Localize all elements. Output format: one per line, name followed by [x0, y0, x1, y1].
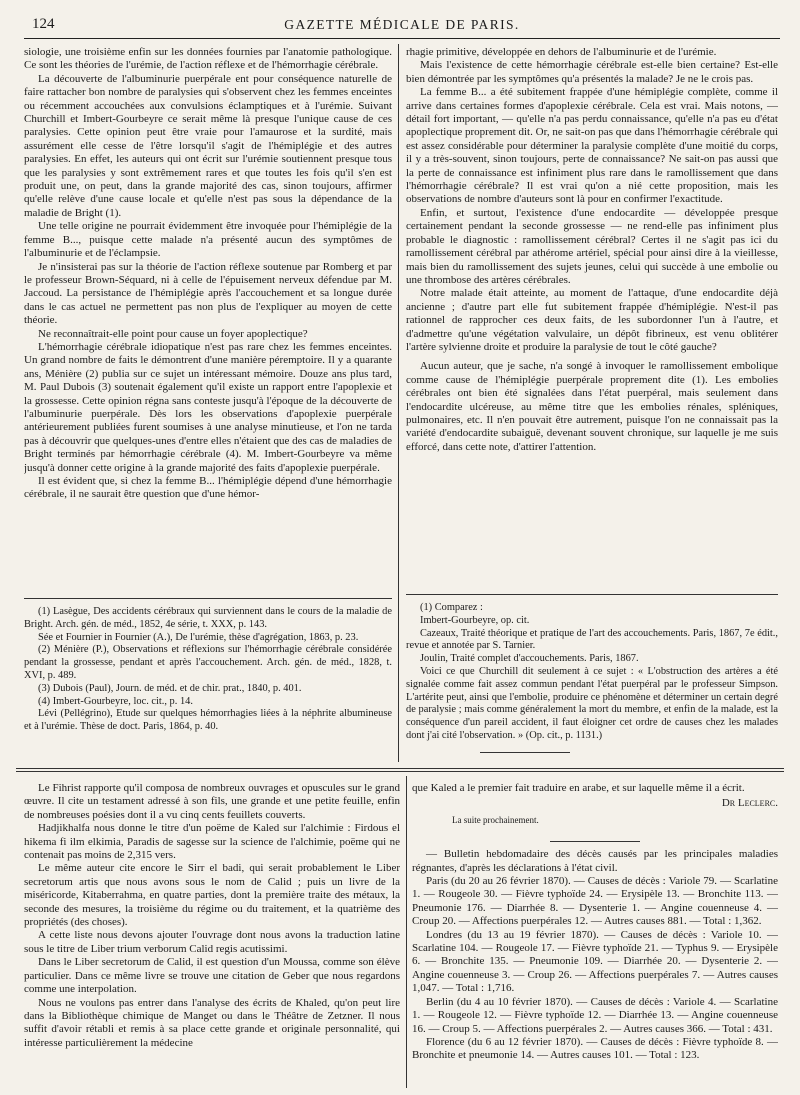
paragraph: Le même auteur cite encore le Sirr el badi, qui serait probablement le Liber secretorum artis que nous avons sous le nom de Calid ; puis un livre de la miséricorde, Kitaberrahma, en quatre parties, dont la première traite des métaux, la seconde des mesures, la troisième du régime ou du traitement, et la quatrième des propriétés (des choses).: [24, 862, 400, 929]
paragraph: rhagie primitive, développée en dehors de l'albuminurie et de l'urémie.: [406, 46, 717, 58]
paragraph: Il est évident que, si chez la femme B... l'hémiplégie dépend d'une hémorrhagie cérébrale, il ne saurait être question que d'une hémor-: [24, 475, 392, 501]
bulletin-entry: Florence (du 6 au 12 février 1870). — Causes de décès : Fièvre typhoïde 8. — Bronchite et pneumonie 14. — Autres causes 101. — Total : 123.: [412, 1035, 778, 1062]
feuilleton-column-right: [412, 782, 778, 1087]
paragraph: Hadjikhalfa nous donne le titre d'un poëme de Kaled sur l'alchimie : Firdous el hikema fi ilm elkimia, Paradis de sagesse sur la science de l'alchimie, poëme qui ne contenait pas moins de 2,315 vers.: [24, 822, 400, 862]
page-header: [24, 14, 780, 39]
footnote: (2) Ménière (P.), Observations et réflexions sur l'hémorrhagie cérébrale considérée pendant la grossesse, pendant et après l'accouchement. Arch. gén. de méd., 1828, t. XVI, p. 489.: [24, 644, 392, 681]
footnote: Cazeaux, Traité théorique et pratique de l'art des accouchements. Paris, 1867, 7e édit., revue et annotée par S. Tarnier.: [406, 627, 778, 652]
paragraph: Ne reconnaîtrait-elle point pour cause un foyer apoplectique?: [38, 327, 308, 340]
section-rule: [550, 841, 640, 842]
footnote: Imbert-Gourbeyre, op. cit.: [420, 614, 530, 626]
paragraph: Enfin, et surtout, l'existence d'une endocardite — développée presque certainement pendant la seconde grossesse — ne rend-elle pas infiniment plus probable le diagnostic : ramollissement cérébral? Certes il ne s'agit pas ici du ramollissement cérébral par athérome artériel, spécial pour ainsi dire à la vieillesse, mais bien du ramollissement des sujets jeunes, celui qui succède à une embolie ou une thrombose des artères cérébrales.: [406, 206, 778, 286]
bulletin-heading: — Bulletin hebdomadaire des décès causés par les principales maladies régnantes, d'après les déclarations à l'état civil.: [412, 848, 778, 874]
feuilleton-rule: [16, 768, 784, 769]
paragraph: Mais l'existence de cette hémorrhagie cérébrale est-elle bien certaine? Est-elle bien démontrée par les symptômes qu'a présentés la malade? Je ne le crois pas.: [406, 59, 778, 85]
paragraph: Aucun auteur, que je sache, n'a songé à invoquer le ramollissement embolique comme cause de l'hémiplégie puerpérale proprement dite (1). Les embolies cérébrales ont bien été signalées dans l'état puerpéral, mais seulement dans l'endocardite ulcéreuse, au même titre que les embolies rénales, spléniques, pulmonaires, etc. Il n'en pouvait être autrement, puisque l'on ne connaissait pas la variété d'endocardite subaiguë, devenant souvent chronique, sur laquelle je me suis efforcé, dans cette note, d'attirer l'attention.: [406, 360, 778, 453]
footnote: (1) Lasègue, Des accidents cérébraux qui surviennent dans le cours de la maladie de Bright. Arch. gén. de méd., 1852, 4e série, t. XXX, p. 143.: [24, 606, 392, 630]
footnote: Lévi (Pellégrino), Etude sur quelques hémorrhagies liées à la néphrite albumineuse et à l'urémie. Thèse de doct. Paris, 1864, p. 40.: [24, 708, 392, 733]
footnotes-right: [406, 602, 778, 752]
paragraph: Notre malade était atteinte, au moment de l'attaque, d'une endocardite déjà ancienne ; d'autre part elle fut subitement frappée d'hémiplégie. N'est-il pas rationnel de rapprocher ces deux faits, de les subordonner l'un à l'autre, et d'admettre qu'une végétation valvulaire, un dépôt fibrineux, est venu oblitérer l'artère sylvienne droite et produire la paralysie de tout le côté gauche?: [406, 287, 778, 353]
feuilleton-column-left: [24, 782, 400, 1087]
end-of-article-rule: [480, 752, 570, 753]
footnote: (3) Dubois (Paul), Journ. de méd. et de chir. prat., 1840, p. 401.: [38, 682, 302, 694]
paragraph: Nous ne voulons pas entrer dans l'analyse des écrits de Khaled, qu'on peut lire dans la Bibliothèque chimique de Manget ou dans le Théâtre de Zetzner. Il nous suffit d'avoir rétabli et remis à sa place cette grande et originale personnalité, qui intéresse particulièrement la médecine: [24, 996, 400, 1049]
footnote: Voici ce que Churchill dit seulement à ce sujet : « L'obstruction des artères a été signalée comme fait assez commun pendant l'état puerpéral par le professeur Simpson. L'artérite peut, ainsi que l'embolie, produire ce phénomène et déterminer un certain degré de paralysie ; mais comme généralement la mort du membre, et enfin de la malade, est la conséquence d'un pareil accident, il faut éloigner cet ordre de causes chez les malades dont j'ai cité l'observation. » (Op. cit., p. 1131.): [406, 665, 778, 741]
footnote: (1) Comparez :: [420, 602, 483, 613]
paragraph: Le Fihrist rapporte qu'il composa de nombreux ouvrages et opuscules sur le grand œuvre. Il cite un testament adressé à son fils, une grande et une petite feuille, enfin de nombreuses poésies dont il a vu cinq cents feuillets couverts.: [24, 782, 400, 821]
paragraph: L'hémorrhagie cérébrale idiopatique n'est pas rare chez les femmes enceintes. Un grand nombre de faits le démontrent d'une manière péremptoire. Il y a quarante ans, Ménière (2) publia sur ce sujet un intéressant mémoire. Douze ans plus tard, M. Paul Dubois (3) soutenait également qu'il existe un rapport entre l'apoplexie et la grossesse. Cette opinion régna sans conteste jusqu'à l'époque de la découverte de l'albuminurie puerpérale. Dès lors les observations d'apoplexie puerpérale antérieurement publiées furent soumises à une analyse minutieuse, et l'on ne tarda pas à découvrir que quelques-unes d'entre elles n'étaient que des cas de maladies de Bright terminés par hémorrhagie cérébrale (4). M. Imbert-Gourbeyre va même jusqu'à donner cette origine à la grande majorité des faits d'apoplexie puerpérale.: [24, 340, 392, 474]
paragraph: A cette liste nous devons ajouter l'ouvrage dont nous avons la traduction latine sous le titre de Liber trium verborum Calid regis acutissimi.: [24, 929, 400, 955]
paragraph: siologie, une troisième enfin sur les données fournies par l'anatomie pathologique. Ce sont les théories de l'urémie, de l'action réflexe et de l'hémorrhagie cérébrale.: [24, 46, 392, 72]
journal-title: GAZETTE MÉDICALE DE PARIS.: [284, 17, 520, 32]
article-column-right: [406, 46, 778, 586]
footnote-rule-right: [406, 594, 778, 595]
bulletin-entry: Londres (du 13 au 19 février 1870). — Causes de décès : Variole 10. — Scarlatine 104. — Rougeole 17. — Fièvre typhoïde 21. — Typhus 9. — Erysipèle 6. — Bronchite 135. — Pneumonie 109. — Diarrhée 20. — Dysenterie 2. — Angine couenneuse 3. — Croup 26. — Affections puerpérales 7. — Autres causes 1,047. — Total : 1,716.: [412, 928, 778, 995]
paragraph: Dans le Liber secretorum de Calid, il est question d'un Moussa, comme son élève particulier. Dans ce même livre se trouve une citation de Geber que nous regardons comme une interpolation.: [24, 956, 400, 996]
paragraph: Je n'insisterai pas sur la théorie de l'action réflexe soutenue par Romberg et par le professeur Brown-Séquard, ni à celle de l'épuisement nerveux défendue par M. Jaccoud. La persistance de l'hémiplégie après l'accouchement et sa longue durée dans le cas actuel ne permettent pas non plus de l'expliquer au moyen de cette théorie.: [24, 260, 392, 327]
column-divider: [398, 44, 399, 762]
footnote-rule-left: [24, 598, 392, 599]
footnotes-left: [24, 606, 392, 764]
page-number: 124: [32, 16, 55, 32]
paragraph: La femme B... a été subitement frappée d'une hémiplégie complète, comme il arrive dans certaines formes d'apoplexie cérébrale. Cela est vrai. Mais notons, — détail fort important, — qu'elle n'a pas perdu connaissance, qu'elle n'a pas eu d'état apoplectique proprement dit. Or, ne sait-on pas que dans l'hémorrhagie cérébrale qui est assez considérable pour déterminer la paralysie complète d'une moitié du corps, il y a très-souvent, sinon toujours, perte de connaissance? Ne sait-on pas aussi que la perte de connaissance est infiniment plus rare dans le ramollissement que dans l'hémorrhagie cérébrale? Il est vrai qu'on a nié cette proposition, mais les observations de nombre d'auteurs sont là pour en confirmer l'exactitude.: [406, 86, 778, 206]
author-signature: Dr Leclerc.: [721, 797, 778, 810]
paragraph: Une telle origine ne pourrait évidemment être invoquée pour l'hémiplégie de la femme B..., puisque cette malade n'a présenté aucun des symptômes de l'albuminurie et de l'éclampsie.: [24, 220, 392, 260]
footnote: Sée et Fournier in Fournier (A.), De l'urémie, thèse d'agrégation, 1863, p. 23.: [38, 631, 359, 643]
bulletin-entry: Berlin (du 4 au 10 février 1870). — Causes de décès : Variole 4. — Scarlatine 1. — Rougeole 12. — Fièvre typhoïde 12. — Diarrhée 13. — Angine couenneuse 16. — Croup 5. — Affections puerpérales 2. — Autres causes 366. — Total : 431.: [412, 995, 778, 1035]
footnote: (4) Imbert-Gourbeyre, loc. cit., p. 14.: [38, 695, 193, 707]
footnote: Joulin, Traité complet d'accouchements. Paris, 1867.: [420, 653, 639, 665]
feuilleton-rule: [16, 771, 784, 772]
paragraph: La découverte de l'albuminurie puerpérale ent pour conséquence naturelle de faire rattacher bon nombre de paralysies qui s'observent chez les femmes enceintes ou récemment accouchées aux convulsions éclamptiques et à l'urémie. Suivant Churchill et Imbert-Gourbeyre ce serait même là presque l'unique cause de ces paralysies. Cette opinion peut être vraie pour l'amaurose et la surdité, mais assurément elle cesse de l'être lorsqu'il s'agit de l'hémiplégie et des autres paralysies. En effet, les auteurs qui ont écrit sur l'urémie soutiennent presque tous que les paralysies y sont extrêmement rares et que toutes les fois qu'il s'en est produit une, on peut, dans la grande majorité des cas, sinon toujours, affirmer qu'elle relève d'une cause locale et qu'elle n'est pas sous la dépendance de la maladie de Bright (1).: [24, 72, 392, 219]
to-be-continued-note: La suite prochainement.: [452, 814, 539, 825]
column-divider: [406, 776, 407, 1088]
article-column-left: [24, 46, 392, 591]
bulletin-entry: Paris (du 20 au 26 février 1870). — Causes de décès : Variole 79. — Scarlatine 1. — Rougeole 30. — Fièvre typhoïde 24. — Erysipèle 13. — Bronchite 113. — Pneumonie 176. — Diarrhée 8. — Dysenterie 1. — Angine couenneuse 4. — Croup 20. — Affections puerpérales 12. — Autres causes 881. — Total : 1,362.: [412, 875, 778, 928]
paragraph: que Kaled a le premier fait traduire en arabe, et sur laquelle même il a écrit.: [412, 782, 745, 794]
